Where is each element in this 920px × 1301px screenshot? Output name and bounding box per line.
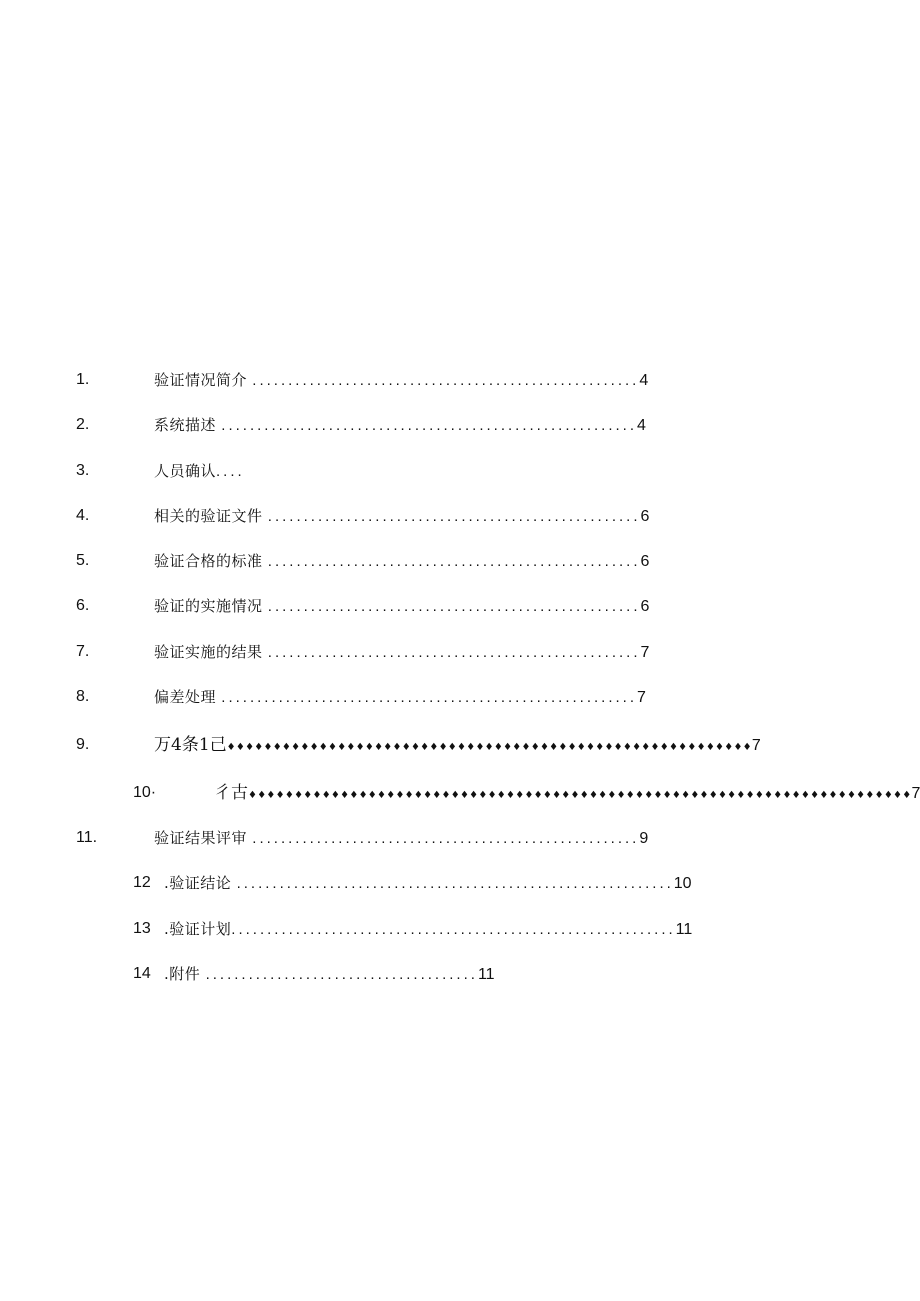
toc-entry-title: .附件 ......................................11 [164, 965, 495, 983]
dot-leader: ............................................................. [236, 875, 674, 892]
toc-entry-page: 7 [911, 785, 920, 802]
toc-entry-page: 4 [639, 372, 649, 389]
toc-entry-page: 4 [637, 417, 646, 434]
toc-entry-title: 验证的实施情况 ....................................................6 [154, 597, 650, 615]
toc-entry-page: 6 [640, 598, 650, 615]
toc-entry-number: 14 [133, 965, 151, 982]
toc-entry-page: 11 [675, 921, 693, 938]
toc-entry-title: 人员确认.... [154, 462, 245, 480]
toc-entry [0, 368, 920, 392]
toc-entry [0, 826, 920, 850]
toc-entry-number: 11. [76, 829, 98, 846]
toc-entry-page: 6 [640, 508, 650, 525]
toc-entry-page: 10 [673, 875, 692, 892]
toc-entry [0, 871, 920, 895]
toc-entry-number: 9. [76, 736, 90, 753]
toc-entry [0, 685, 920, 709]
toc-entry-title: 验证结果评审 ......................................................9 [154, 829, 649, 847]
dot-leader: .................................................... [267, 553, 641, 570]
toc-entry [0, 549, 920, 573]
toc-entry-title: .验证结论 .............................................................10 [164, 874, 692, 892]
toc-entry-title: 偏差处理 ..........................................................7 [154, 688, 646, 706]
toc-entry-number: 2. [76, 416, 90, 433]
toc-entry-title: 验证实施的结果 ....................................................7 [154, 643, 650, 661]
toc-entry-number: 1. [76, 371, 90, 388]
dot-leader: .................................................... [267, 644, 641, 661]
dot-leader: .......................................................... [221, 689, 638, 706]
dot-leader: .......................................................... [221, 417, 638, 434]
toc-entry [0, 504, 920, 528]
toc-entry-number: 5. [76, 552, 90, 569]
toc-entry-title: 验证情况简介 ......................................................4 [154, 371, 649, 389]
dot-leader: ...................................................... [252, 830, 640, 847]
toc-entry-title: 彳古♦♦♦♦♦♦♦♦♦♦♦♦♦♦♦♦♦♦♦♦♦♦♦♦♦♦♦♦♦♦♦♦♦♦♦♦♦♦♦♦♦♦♦♦♦♦♦♦♦♦♦♦♦♦♦♦♦♦♦♦♦♦♦♦♦♦♦♦♦♦♦♦7 [214, 783, 920, 803]
toc-entry [0, 781, 920, 805]
dot-leader: .............................................................. [231, 921, 676, 938]
toc-entry [0, 413, 920, 437]
toc-entry [0, 640, 920, 664]
dot-leader: .... [216, 463, 245, 480]
toc-entry-page: 6 [640, 553, 650, 570]
toc-entry-title: 验证合格的标准 ....................................................6 [154, 552, 650, 570]
dot-leader: ...................................... [205, 966, 478, 983]
toc-entry-number: 8. [76, 688, 90, 705]
toc-entry-title: .验证计划..............................................................11 [164, 920, 693, 938]
toc-entry-number: 10· [133, 784, 157, 801]
diamond-leader: ♦♦♦♦♦♦♦♦♦♦♦♦♦♦♦♦♦♦♦♦♦♦♦♦♦♦♦♦♦♦♦♦♦♦♦♦♦♦♦♦♦♦♦♦♦♦♦♦♦♦♦♦♦♦♦♦♦♦♦♦♦♦♦♦♦♦♦♦♦♦♦♦ [248, 790, 912, 801]
toc-entry-page: 7 [751, 737, 761, 754]
toc-entry [0, 733, 920, 757]
toc-entry-page: 7 [640, 644, 650, 661]
dot-leader: .................................................... [267, 508, 641, 525]
dot-leader: .................................................... [267, 598, 641, 615]
toc-entry-page: 7 [637, 689, 646, 706]
toc-entry-title: 系统描述 ..........................................................4 [154, 416, 646, 434]
toc-entry [0, 594, 920, 618]
dot-leader: ...................................................... [252, 372, 640, 389]
diamond-leader: ♦♦♦♦♦♦♦♦♦♦♦♦♦♦♦♦♦♦♦♦♦♦♦♦♦♦♦♦♦♦♦♦♦♦♦♦♦♦♦♦♦♦♦♦♦♦♦♦♦♦♦♦♦♦♦♦♦ [226, 742, 752, 753]
toc-entry-number: 13 [133, 920, 151, 937]
toc-entry-number: 7. [76, 643, 90, 660]
toc-entry-number: 4. [76, 507, 90, 524]
toc-entry-number: 3. [76, 462, 90, 479]
toc-entry-title: 相关的验证文件 ....................................................6 [154, 507, 650, 525]
toc-entry [0, 917, 920, 941]
toc-entry [0, 459, 920, 483]
toc-entry-number: 6. [76, 597, 90, 614]
toc-entry [0, 962, 920, 986]
toc-entry-number: 12 [133, 874, 151, 891]
toc-entry-page: 11 [477, 966, 495, 983]
toc-entry-page: 9 [639, 830, 649, 847]
toc-entry-title: 万4条1己♦♦♦♦♦♦♦♦♦♦♦♦♦♦♦♦♦♦♦♦♦♦♦♦♦♦♦♦♦♦♦♦♦♦♦♦♦♦♦♦♦♦♦♦♦♦♦♦♦♦♦♦♦♦♦♦♦7 [154, 735, 761, 755]
